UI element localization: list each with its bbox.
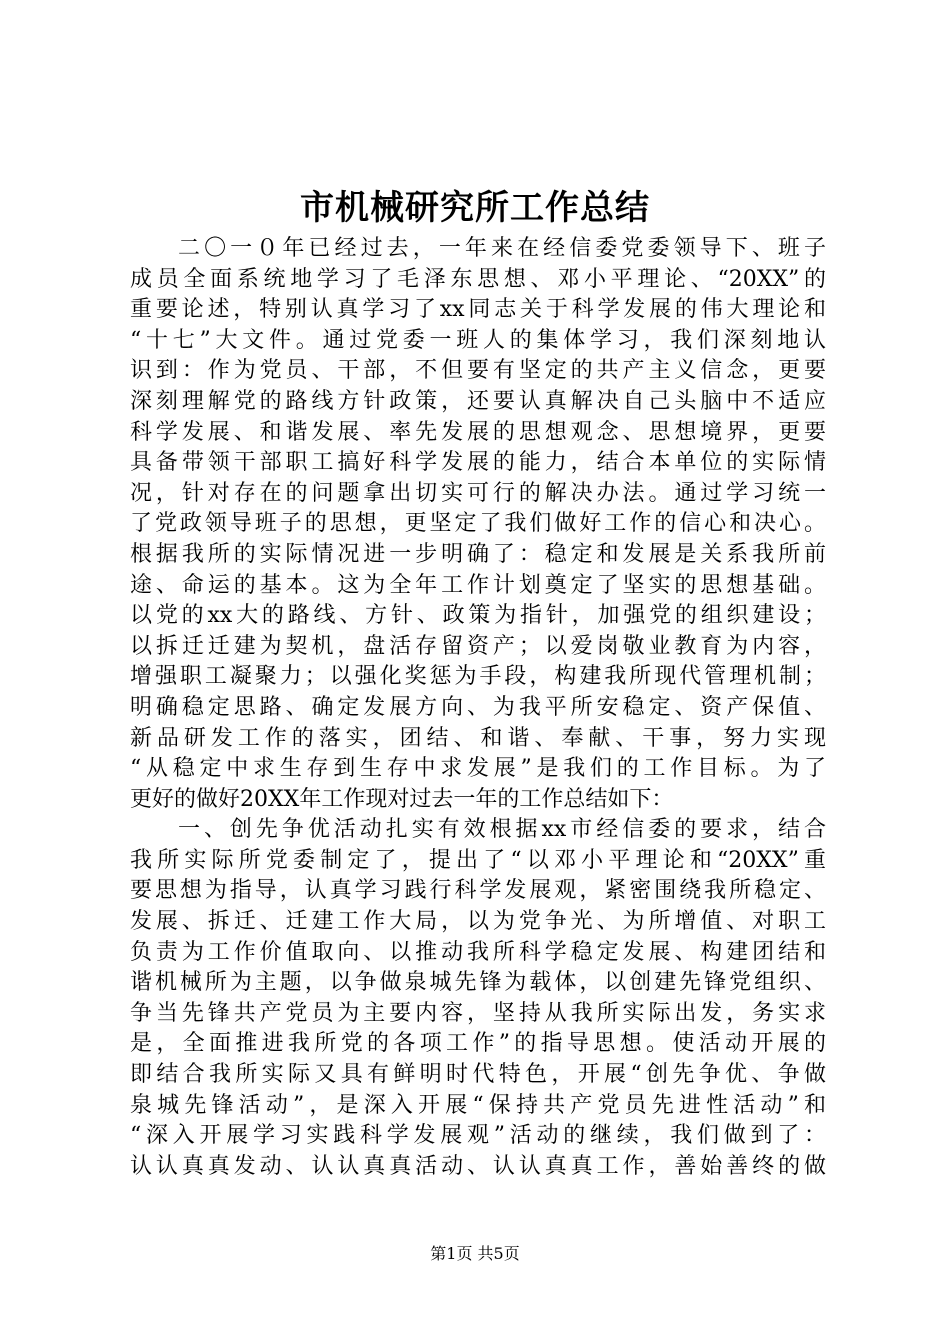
text-line: 即结合我所实际又具有鲜明时代特色，开展“创先争优、争做 — [130, 1062, 826, 1088]
text-line: 我所实际所党委制定了，提出了“以邓小平理论和“20XX”重 — [130, 847, 826, 873]
text-line: 深刻理解党的路线方针政策，还要认真解决自己头脑中不适应 — [130, 388, 826, 414]
text-line: 途、命运的基本。这为全年工作计划奠定了坚实的思想基础。 — [130, 572, 826, 598]
text-line: 识到：作为党员、干部，不但要有坚定的共产主义信念，更要 — [130, 358, 826, 384]
document-body — [130, 234, 826, 1182]
text-line: 况，针对存在的问题拿出切实可行的解决办法。通过学习统一 — [130, 480, 826, 506]
text-line: 成员全面系统地学习了毛泽东思想、邓小平理论、“20XX”的 — [130, 266, 826, 292]
text-line: 明确稳定思路、确定发展方向、为我平所安稳定、资产保值、 — [130, 694, 826, 720]
text-line: 是，全面推进我所党的各项工作”的指导思想。使活动开展的 — [130, 1031, 826, 1057]
text-line: 具备带领干部职工搞好科学发展的能力，结合本单位的实际情 — [130, 450, 826, 476]
text-line: 根据我所的实际情况进一步明确了：稳定和发展是关系我所前 — [130, 541, 826, 567]
text-line: 科学发展、和谐发展、率先发展的思想观念、思想境界，更要 — [130, 419, 826, 445]
text-line: 谐机械所为主题，以争做泉城先锋为载体，以创建先锋党组织、 — [130, 970, 826, 996]
text-line: “十七”大文件。通过党委一班人的集体学习，我们深刻地认 — [130, 327, 826, 353]
text-line: 增强职工凝聚力；以强化奖惩为手段，构建我所现代管理机制； — [130, 664, 826, 690]
text-line: 要思想为指导，认真学习践行科学发展观，紧密围绕我所稳定、 — [130, 878, 826, 904]
page-footer: 第1页 共5页 — [430, 1244, 520, 1263]
text-line: 争当先锋共产党员为主要内容，坚持从我所实际出发，务实求 — [130, 1000, 826, 1026]
text-line: 更好的做好20XX年工作现对过去一年的工作总结如下： — [130, 786, 674, 812]
text-line: “从稳定中求生存到生存中求发展”是我们的工作目标。为了 — [130, 756, 826, 782]
text-line: 以党的xx大的路线、方针、政策为指针，加强党的组织建设； — [130, 603, 826, 629]
text-line: 以拆迁迁建为契机，盘活存留资产；以爱岗敬业教育为内容， — [130, 633, 826, 659]
text-line: “深入开展学习实践科学发展观”活动的继续，我们做到了： — [130, 1123, 826, 1149]
document-title: 市机械研究所工作总结 — [300, 188, 650, 228]
text-line: 一、创先争优活动扎实有效根据xx市经信委的要求，结合 — [178, 817, 826, 843]
text-line: 认认真真发动、认认真真活动、认认真真工作，善始善终的做 — [130, 1153, 826, 1179]
text-line: 泉城先锋活动”，是深入开展“保持共产党员先进性活动”和 — [130, 1092, 826, 1118]
text-line: 发展、拆迁、迁建工作大局，以为党争光、为所增值、对职工 — [130, 909, 826, 935]
text-line: 负责为工作价值取向、以推动我所科学稳定发展、构建团结和 — [130, 939, 826, 965]
text-line: 重要论述，特别认真学习了xx同志关于科学发展的伟大理论和 — [130, 297, 826, 323]
text-line: 二〇一０年已经过去，一年来在经信委党委领导下、班子 — [178, 236, 826, 261]
text-line: 了党政领导班子的思想，更坚定了我们做好工作的信心和决心。 — [130, 511, 826, 537]
text-line: 新品研发工作的落实，团结、和谐、奉献、干事，努力实现 — [130, 725, 826, 751]
